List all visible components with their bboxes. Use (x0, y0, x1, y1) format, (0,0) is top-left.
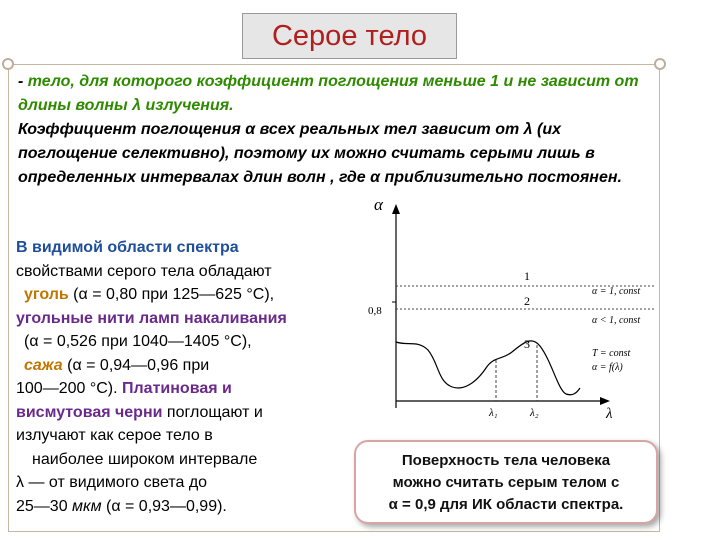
range-b: (α = 0,93—0,99). (101, 497, 227, 515)
bismuth-label: висмутовая черни (16, 403, 163, 421)
curve-3-label: 3 (524, 337, 530, 351)
definition-rest: Коэффициент поглощения α всех реальных тел зависит от λ (их поглощение селективно), поэтому их можно считать серыми лишь в определенных интервалах длин волн , где α приблизительно постоянен. (18, 121, 622, 186)
definition-green: тело, для которого коэффициент поглощения меньше 1 и не зависит от длины волны λ излучения. (18, 73, 639, 114)
graph-y-label: α (374, 195, 383, 214)
threads-value: (α = 0,526 при 1040—1405 °С), (24, 333, 252, 350)
absorb-text: поглощают и (162, 403, 263, 421)
graph-x-tick1: λ₁ (489, 407, 498, 419)
curve-3-line (396, 341, 580, 395)
range-unit: мкм (72, 497, 102, 515)
curve-1-label: 1 (524, 269, 530, 283)
graph-x-tick2: λ₂ (530, 407, 539, 419)
soot-line (16, 354, 376, 378)
graph-x-label: λ (606, 406, 613, 422)
soot-label: сажа (24, 356, 63, 374)
annotation-alpha-less-1: α < 1, const (592, 315, 641, 326)
widest-line: наиболее широком интервале (32, 450, 258, 468)
definition-dash: - (18, 73, 28, 90)
bismuth-line (16, 401, 376, 425)
coal-value: (α = 0,80 при 125—625 °С), (68, 286, 275, 303)
coal-label: уголь (24, 286, 69, 303)
soot-value2: 100—200 °С). (16, 380, 123, 397)
visible-range-heading: В видимой области спектра (16, 239, 239, 256)
slide-title: Серое тело (271, 19, 427, 52)
callout-line-3: α = 0,9 для ИК области спектра. (388, 496, 624, 513)
soot-value-line2 (16, 377, 376, 401)
threads-label: угольные нити ламп накаливания (16, 309, 287, 327)
callout-line-2: можно считать серым телом с (392, 474, 620, 491)
frame-corner-dot-left (2, 58, 14, 70)
graph-y-arrow (392, 204, 400, 214)
definition-paragraph (18, 70, 658, 190)
soot-value: (α = 0,94—0,96 при (62, 356, 210, 374)
range-line (16, 495, 376, 519)
graph-x-arrow (600, 397, 610, 405)
materials-paragraph (16, 236, 376, 518)
title-box (242, 13, 457, 59)
graph-y-tick-label: 0,8 (368, 305, 382, 317)
annotation-t-const: T = const (592, 348, 631, 359)
range-a: 25—30 (16, 497, 73, 515)
annotation-alpha-f: α = f(λ) (592, 362, 623, 373)
curve-2-label: 2 (524, 294, 530, 308)
coal-line (16, 283, 376, 307)
callout-line-1: Поверхность тела человека (401, 452, 611, 469)
from-line: λ — от видимого света до (16, 474, 208, 491)
annotation-alpha-1: α = 1, const (592, 286, 641, 297)
platinum-label: Платиновая и (122, 380, 232, 397)
emit-line: излучают как серое тело в (16, 427, 213, 444)
frame-corner-dot-right (654, 58, 666, 70)
absorption-graph (360, 190, 660, 426)
gray-body-line: свойствами серого тела обладают (16, 262, 272, 280)
human-skin-callout (354, 440, 658, 524)
